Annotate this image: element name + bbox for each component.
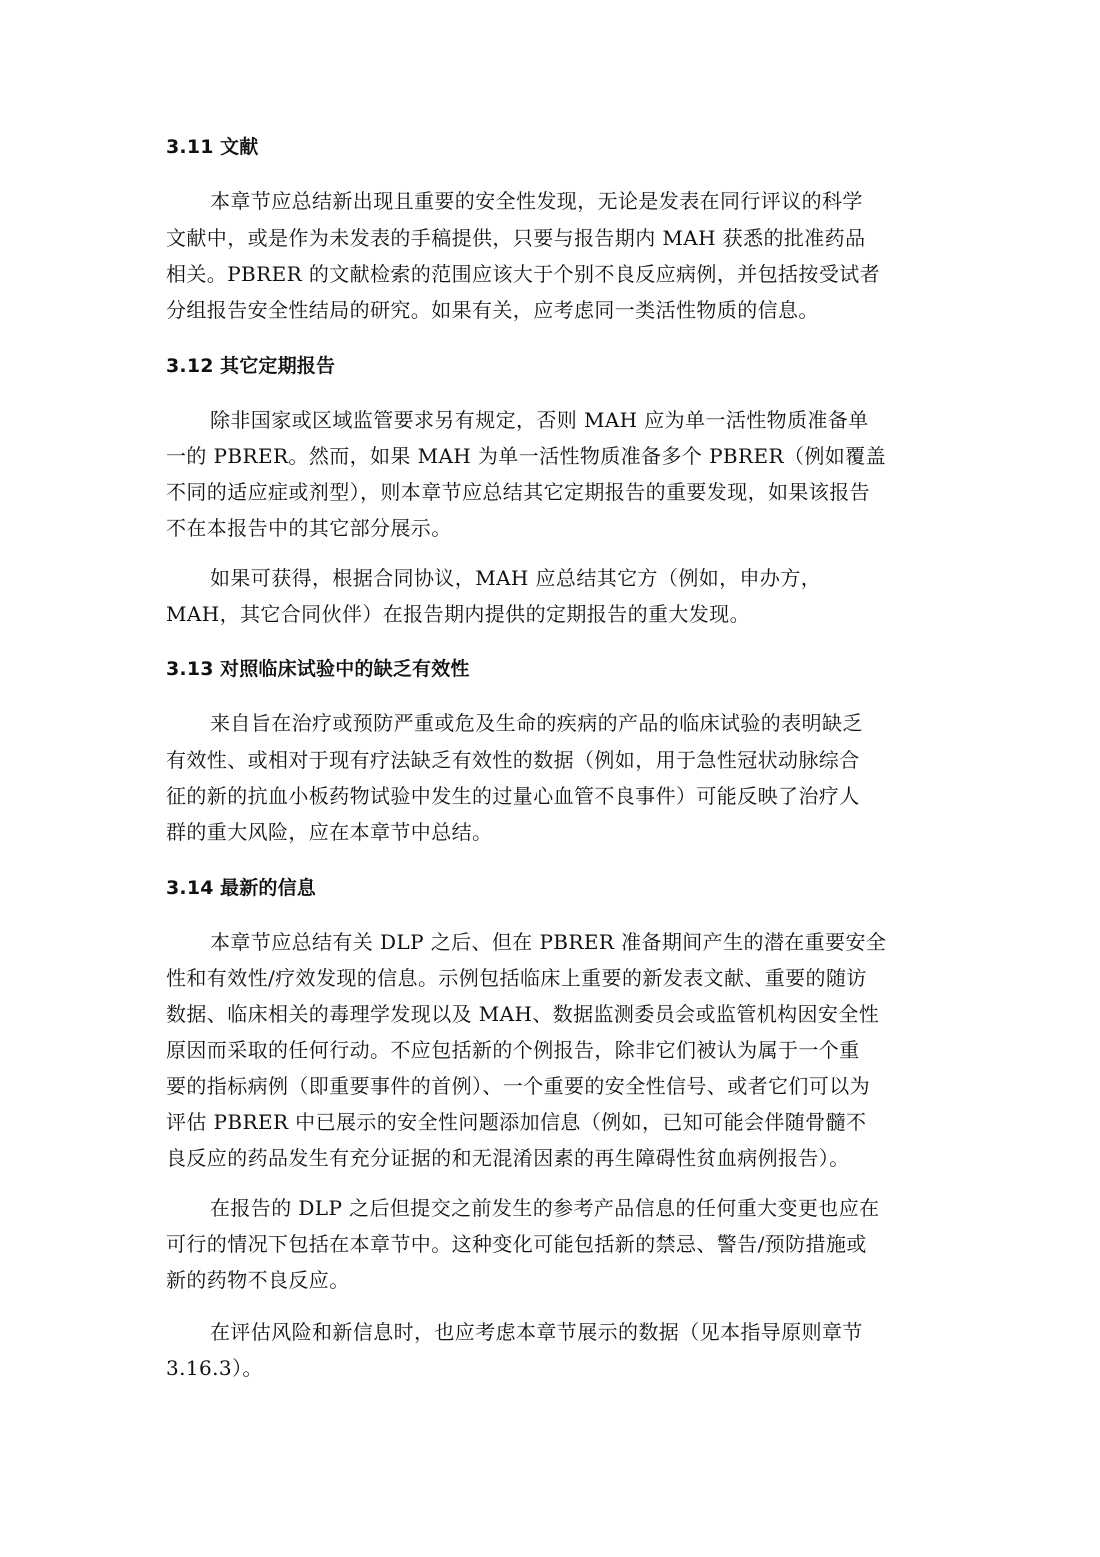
paragraph-line: 评估 PBRER 中已展示的安全性问题添加信息（例如，已知可能会伴随骨髓不 — [166, 1110, 867, 1134]
paragraph-line: 良反应的药品发生有充分证据的和无混淆因素的再生障碍性贫血病例报告）。 — [166, 1146, 850, 1170]
paragraph-line: 性和有效性/疗效发现的信息。示例包括临床上重要的新发表文献、重要的随访 — [166, 966, 867, 990]
paragraph-line: 相关。PBRER 的文献检索的范围应该大于个别不良反应病例，并包括按受试者 — [166, 262, 881, 286]
paragraph-line: 征的新的抗血小板药物试验中发生的过量心血管不良事件）可能反映了治疗人 — [166, 784, 860, 808]
paragraph-line: 在报告的 DLP 之后但提交之前发生的参考产品信息的任何重大变更也应在 — [210, 1196, 880, 1220]
section-number: 3.11 — [166, 136, 214, 158]
paragraph-line: 本章节应总结新出现且重要的安全性发现，无论是发表在同行评议的科学 — [210, 189, 863, 213]
section-title: 最新的信息 — [220, 877, 317, 899]
section-heading — [166, 135, 258, 159]
section-number: 3.14 — [166, 877, 214, 899]
paragraph-line: 不同的适应症或剂型），则本章节应总结其它定期报告的重要发现，如果该报告 — [166, 480, 870, 504]
paragraph-line: MAH，其它合同伙伴）在报告期内提供的定期报告的重大发现。 — [166, 602, 750, 626]
paragraph-line: 不在本报告中的其它部分展示。 — [166, 516, 452, 540]
paragraph-line: 新的药物不良反应。 — [166, 1268, 350, 1292]
paragraph-line: 本章节应总结有关 DLP 之后、但在 PBRER 准备期间产生的潜在重要安全 — [210, 930, 887, 954]
paragraph-line: 3.16.3）。 — [166, 1356, 263, 1380]
section-title: 其它定期报告 — [220, 355, 336, 377]
paragraph-line: 来自旨在治疗或预防严重或危及生命的疾病的产品的临床试验的表明缺乏 — [210, 711, 863, 735]
paragraph-line: 群的重大风险，应在本章节中总结。 — [166, 820, 493, 844]
paragraph-line: 有效性、或相对于现有疗法缺乏有效性的数据（例如，用于急性冠状动脉综合 — [166, 748, 860, 772]
paragraph-line: 要的指标病例（即重要事件的首例）、一个重要的安全性信号、或者它们可以为 — [166, 1074, 870, 1098]
paragraph-line: 如果可获得，根据合同协议，MAH 应总结其它方（例如，申办方， — [210, 566, 822, 590]
paragraph-line: 数据、临床相关的毒理学发现以及 MAH、数据监测委员会或监管机构因安全性 — [166, 1002, 880, 1026]
paragraph-line: 除非国家或区域监管要求另有规定，否则 MAH 应为单一活性物质准备单 — [210, 408, 869, 432]
paragraph-line: 文献中，或是作为未发表的手稿提供，只要与报告期内 MAH 获悉的批准药品 — [166, 226, 866, 250]
paragraph-line: 原因而采取的任何行动。不应包括新的个例报告，除非它们被认为属于一个重 — [166, 1038, 860, 1062]
section-number: 3.13 — [166, 658, 214, 680]
paragraph-line: 一的 PBRER。然而，如果 MAH 为单一活性物质准备多个 PBRER（例如覆盖 — [166, 444, 886, 468]
section-heading — [166, 876, 316, 900]
section-title: 文献 — [220, 136, 259, 158]
paragraph-line: 在评估风险和新信息时，也应考虑本章节展示的数据（见本指导原则章节 — [210, 1320, 863, 1344]
section-number: 3.12 — [166, 355, 214, 377]
section-title: 对照临床试验中的缺乏有效性 — [220, 658, 470, 680]
section-heading — [166, 657, 470, 681]
paragraph-line: 可行的情况下包括在本章节中。这种变化可能包括新的禁忌、警告/预防措施或 — [166, 1232, 867, 1256]
section-heading — [166, 354, 335, 378]
paragraph-line: 分组报告安全性结局的研究。如果有关，应考虑同一类活性物质的信息。 — [166, 298, 819, 322]
